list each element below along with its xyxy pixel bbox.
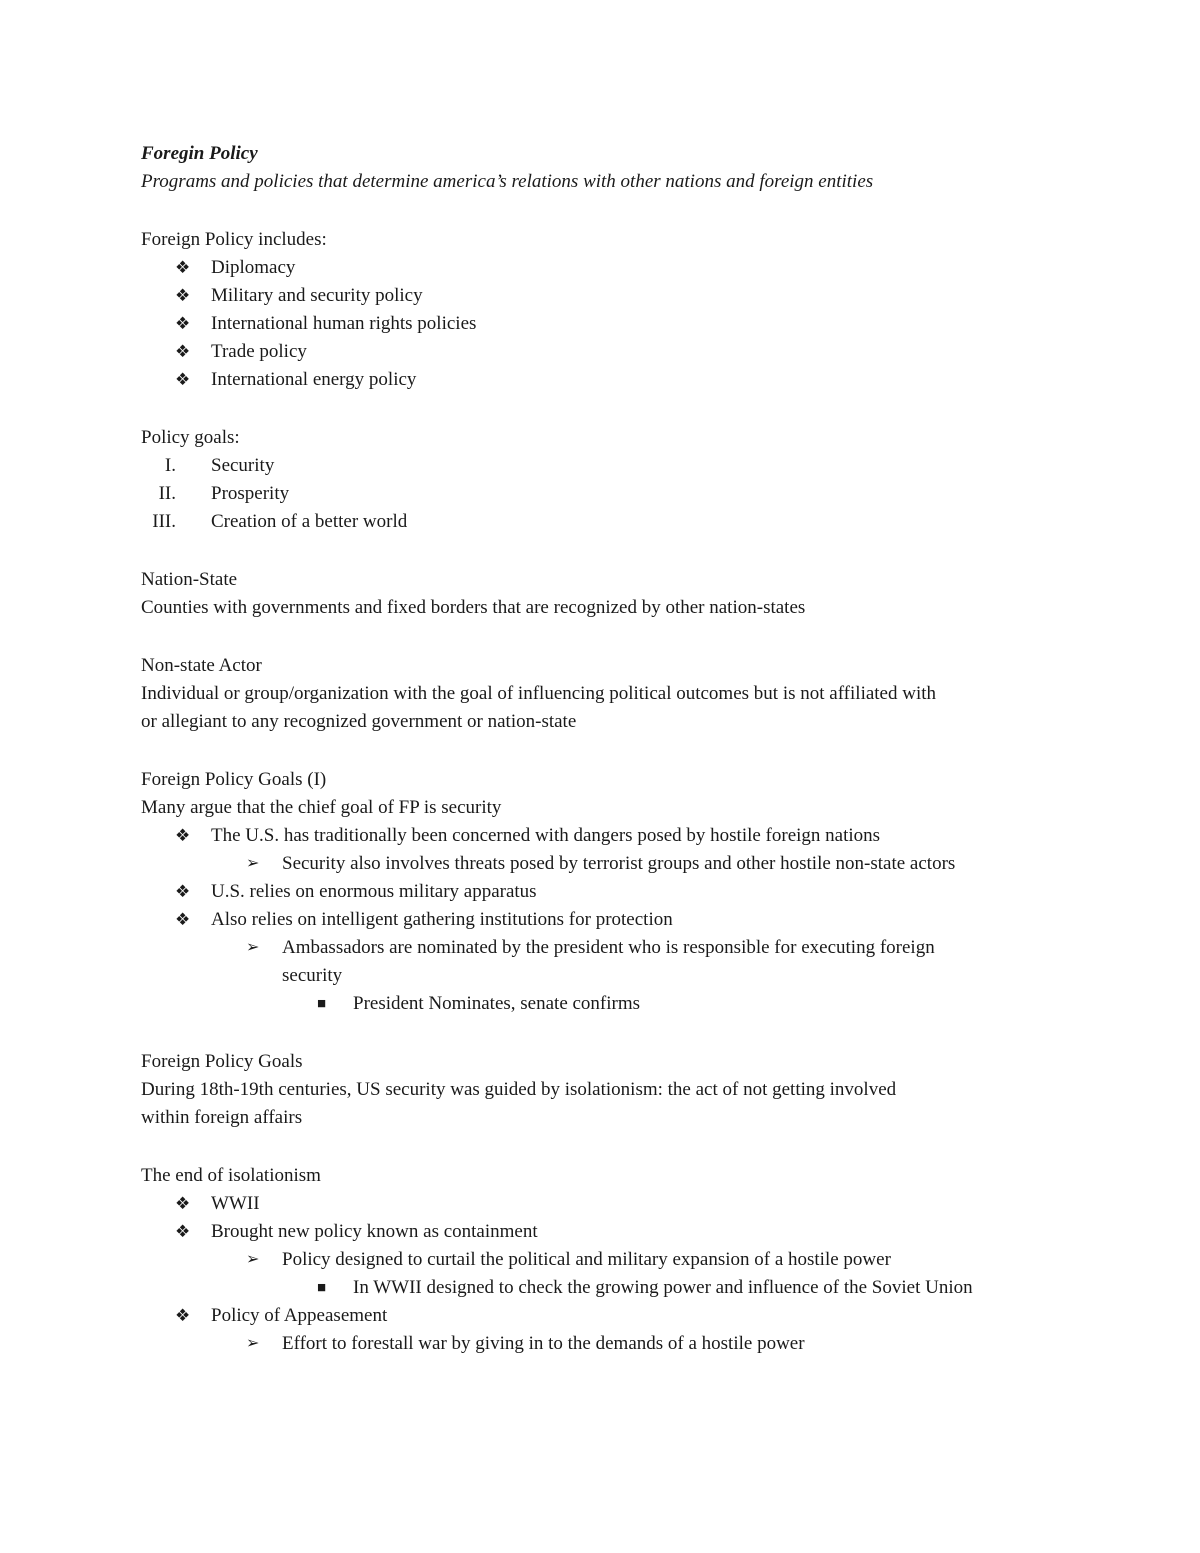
list-item: ❖ International energy policy bbox=[211, 366, 416, 394]
includes-heading: Foreign Policy includes: bbox=[141, 229, 327, 250]
list-item: ➢ Effort to forestall war by giving in to the demands of a hostile power bbox=[282, 1330, 805, 1358]
end-isolationism-heading: The end of isolationism bbox=[141, 1165, 321, 1186]
list-item: ■ President Nominates, senate confirms bbox=[353, 990, 640, 1018]
list-item-continuation: security bbox=[282, 965, 343, 986]
diamond-bullet-icon: ❖ bbox=[175, 314, 191, 333]
arrow-bullet-icon: ➢ bbox=[246, 1335, 260, 1352]
diamond-bullet-icon: ❖ bbox=[175, 286, 191, 305]
arrow-bullet-icon: ➢ bbox=[246, 855, 260, 872]
diamond-bullet-icon: ❖ bbox=[175, 882, 191, 901]
numbered-item: II. Prosperity bbox=[211, 480, 289, 508]
list-item: ❖ Military and security policy bbox=[211, 282, 423, 310]
list-item: ❖ The U.S. has traditionally been concerned with dangers posed by hostile foreign nations bbox=[211, 822, 880, 850]
goals-heading: Policy goals: bbox=[141, 427, 240, 448]
page-subtitle: Programs and policies that determine america’s relations with other nations and foreign entities bbox=[141, 171, 874, 192]
diamond-bullet-icon: ❖ bbox=[175, 1194, 191, 1213]
fp-goals-i-intro: Many argue that the chief goal of FP is security bbox=[141, 797, 502, 818]
list-item: ❖ Brought new policy known as containment bbox=[211, 1218, 538, 1246]
nation-state-heading: Nation-State bbox=[141, 569, 238, 590]
square-bullet-icon: ■ bbox=[317, 1280, 327, 1296]
fp-goals-heading: Foreign Policy Goals bbox=[141, 1051, 303, 1072]
list-item: ❖ WWII bbox=[211, 1190, 260, 1218]
list-item: ■ In WWII designed to check the growing power and influence of the Soviet Union bbox=[353, 1274, 973, 1302]
nonstate-definition-line: or allegiant to any recognized government or nation-state bbox=[141, 711, 577, 732]
nation-state-definition: Counties with governments and fixed borders that are recognized by other nation-states bbox=[141, 597, 806, 618]
arrow-bullet-icon: ➢ bbox=[246, 1251, 260, 1268]
diamond-bullet-icon: ❖ bbox=[175, 342, 191, 361]
nonstate-heading: Non-state Actor bbox=[141, 655, 262, 676]
diamond-bullet-icon: ❖ bbox=[175, 370, 191, 389]
fp-goals-text-line: within foreign affairs bbox=[141, 1107, 303, 1128]
numbered-item: III. Creation of a better world bbox=[211, 508, 407, 536]
list-item: ❖ International human rights policies bbox=[211, 310, 476, 338]
diamond-bullet-icon: ❖ bbox=[175, 258, 191, 277]
square-bullet-icon: ■ bbox=[317, 996, 327, 1012]
diamond-bullet-icon: ❖ bbox=[175, 1222, 191, 1241]
list-item: ➢ Policy designed to curtail the political and military expansion of a hostile power bbox=[282, 1246, 891, 1274]
list-item: ❖ Also relies on intelligent gathering institutions for protection bbox=[211, 906, 673, 934]
diamond-bullet-icon: ❖ bbox=[175, 910, 191, 929]
list-item: ❖ Policy of Appeasement bbox=[211, 1302, 387, 1330]
page-title: Foregin Policy bbox=[141, 143, 258, 164]
list-item: ➢ Security also involves threats posed by terrorist groups and other hostile non-state actors bbox=[282, 850, 955, 878]
list-number: III. bbox=[152, 511, 176, 532]
numbered-item: I. Security bbox=[211, 452, 274, 480]
nonstate-definition-line: Individual or group/organization with the goal of influencing political outcomes but is not affiliated with bbox=[141, 683, 937, 704]
list-item: ❖ Trade policy bbox=[211, 338, 307, 366]
list-item: ❖ Diplomacy bbox=[211, 254, 295, 282]
diamond-bullet-icon: ❖ bbox=[175, 826, 191, 845]
list-number: I. bbox=[164, 455, 176, 476]
list-item: ❖ U.S. relies on enormous military apparatus bbox=[211, 878, 537, 906]
fp-goals-text-line: During 18th-19th centuries, US security was guided by isolationism: the act of not getting involved bbox=[141, 1079, 897, 1100]
fp-goals-i-heading: Foreign Policy Goals (I) bbox=[141, 769, 327, 790]
arrow-bullet-icon: ➢ bbox=[246, 939, 260, 956]
list-number: II. bbox=[158, 483, 176, 504]
list-item: ➢ Ambassadors are nominated by the president who is responsible for executing foreign bbox=[282, 934, 935, 962]
diamond-bullet-icon: ❖ bbox=[175, 1306, 191, 1325]
